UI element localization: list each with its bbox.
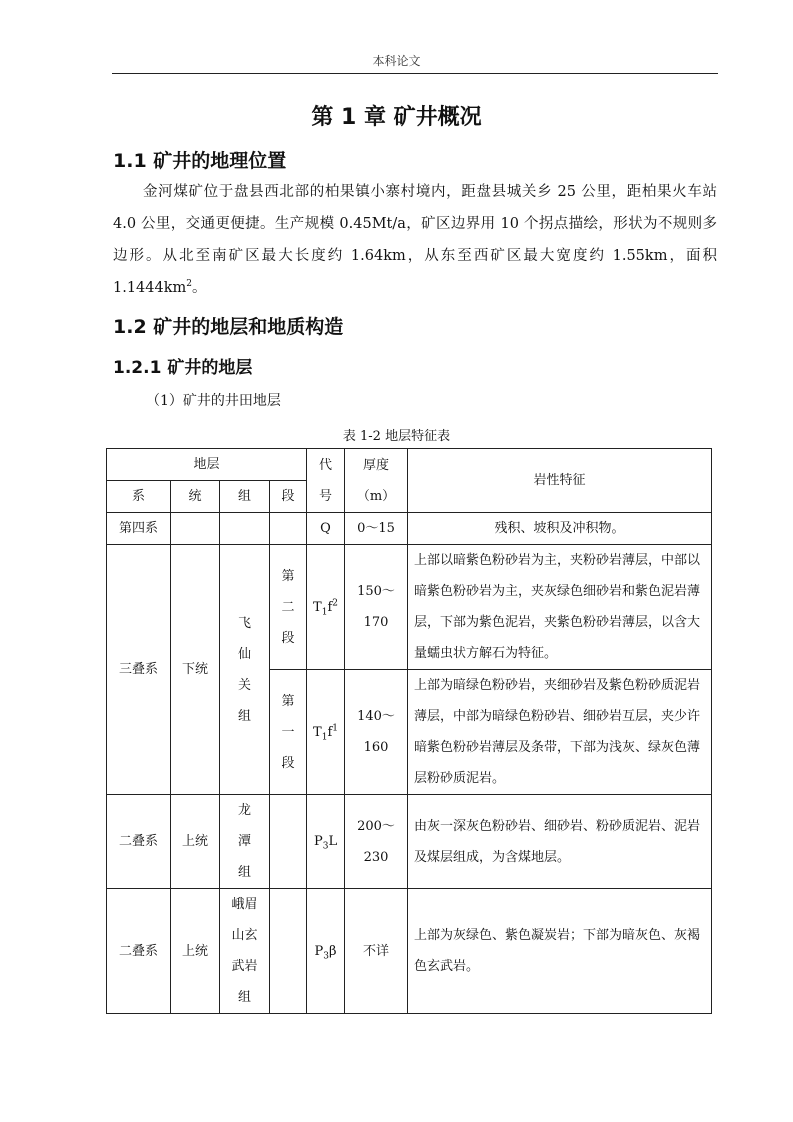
cell-thickness: 140～160 [345, 670, 408, 795]
header-lithology: 岩性特征 [408, 449, 712, 513]
cell-series: 上统 [171, 795, 220, 889]
cell-system: 二叠系 [107, 889, 171, 1014]
section-heading-1-2-1: 1.2.1 矿井的地层 [113, 358, 253, 378]
cell-thickness: 200～230 [345, 795, 408, 889]
table-row [107, 513, 712, 545]
cell-code: $T_1f^2$ [307, 545, 345, 670]
cell-code: $P_3\beta$ [307, 889, 345, 1014]
paragraph-superscript: 2 [186, 279, 193, 290]
cell-series [171, 513, 220, 545]
cell-thickness: 0～15 [345, 513, 408, 545]
header-system: 系 [107, 481, 171, 513]
header-strata: 地层 [107, 449, 307, 481]
table-row [107, 889, 712, 1014]
cell-thickness: 150～170 [345, 545, 408, 670]
header-group: 组 [220, 481, 270, 513]
cell-group: 龙潭组 [220, 795, 270, 889]
cell-section [270, 513, 307, 545]
cell-system: 三叠系 [107, 545, 171, 795]
header-series: 统 [171, 481, 220, 513]
cell-section [270, 795, 307, 889]
header-divider [112, 73, 718, 74]
chapter-title: 第 1 章 矿井概况 [311, 105, 482, 130]
cell-thickness: 不详 [345, 889, 408, 1014]
header-thickness: 厚度 （m） [345, 449, 408, 513]
section-heading-1-2: 1.2 矿井的地层和地质构造 [113, 316, 344, 338]
cell-desc: 上部以暗紫色粉砂岩为主，夹粉砂岩薄层，中部以暗紫色粉砂岩为主，夹灰绿色细砂岩和紫色泥岩薄层，下部为紫色泥岩，夹紫色粉砂岩薄层，以含大量蠕虫状方解石为特征。 [408, 545, 712, 670]
cell-desc: 由灰一深灰色粉砂岩、细砂岩、粉砂质泥岩、泥岩及煤层组成，为含煤地层。 [408, 795, 712, 889]
cell-desc: 上部为灰绿色、紫色凝炭岩；下部为暗灰色、灰褐色玄武岩。 [408, 889, 712, 1014]
cell-code: $P_3L$ [307, 795, 345, 889]
table-row [107, 795, 712, 889]
header-code: 代 号 [307, 449, 345, 513]
location-paragraph [113, 176, 717, 304]
cell-series: 下统 [171, 545, 220, 795]
list-item: （1）矿井的井田地层 [146, 393, 281, 409]
table-row [107, 545, 712, 670]
cell-desc: 上部为暗绿色粉砂岩，夹细砂岩及紫色粉砂质泥岩薄层，中部为暗绿色粉砂岩、细砂岩互层，夹少许暗紫色粉砂岩薄层及条带，下部为浅灰、绿灰色薄层粉砂质泥岩。 [408, 670, 712, 795]
paragraph-text: 金河煤矿位于盘县西北部的柏果镇小寨村境内，距盘县城关乡 25 公里，距柏果火车站 4.0 公里，交通更便捷。生产规模 0.45Mt/a，矿区边界用 10 个拐点描绘，形状为不规则多边形。从北至南矿区最大长度约 1.64km，从东至西矿区最大宽度约 1.55km，面积 1.1444km [113, 184, 717, 296]
cell-section: 第一段 [270, 670, 307, 795]
cell-desc: 残积、坡积及冲积物。 [408, 513, 712, 545]
cell-section: 第二段 [270, 545, 307, 670]
cell-series: 上统 [171, 889, 220, 1014]
header-section: 段 [270, 481, 307, 513]
cell-group: 峨眉山玄武岩组 [220, 889, 270, 1014]
paragraph-end: 。 [192, 280, 207, 296]
cell-group: 飞仙关组 [220, 545, 270, 795]
running-header: 本科论文 [372, 54, 421, 68]
cell-code: $T_1f^1$ [307, 670, 345, 795]
cell-system: 第四系 [107, 513, 171, 545]
cell-code: Q [307, 513, 345, 545]
section-heading-1-1: 1.1 矿井的地理位置 [113, 150, 287, 172]
cell-system: 二叠系 [107, 795, 171, 889]
table-caption: 表 1-2 地层特征表 [342, 429, 451, 444]
strata-table [106, 448, 712, 1014]
cell-group [220, 513, 270, 545]
cell-section [270, 889, 307, 1014]
